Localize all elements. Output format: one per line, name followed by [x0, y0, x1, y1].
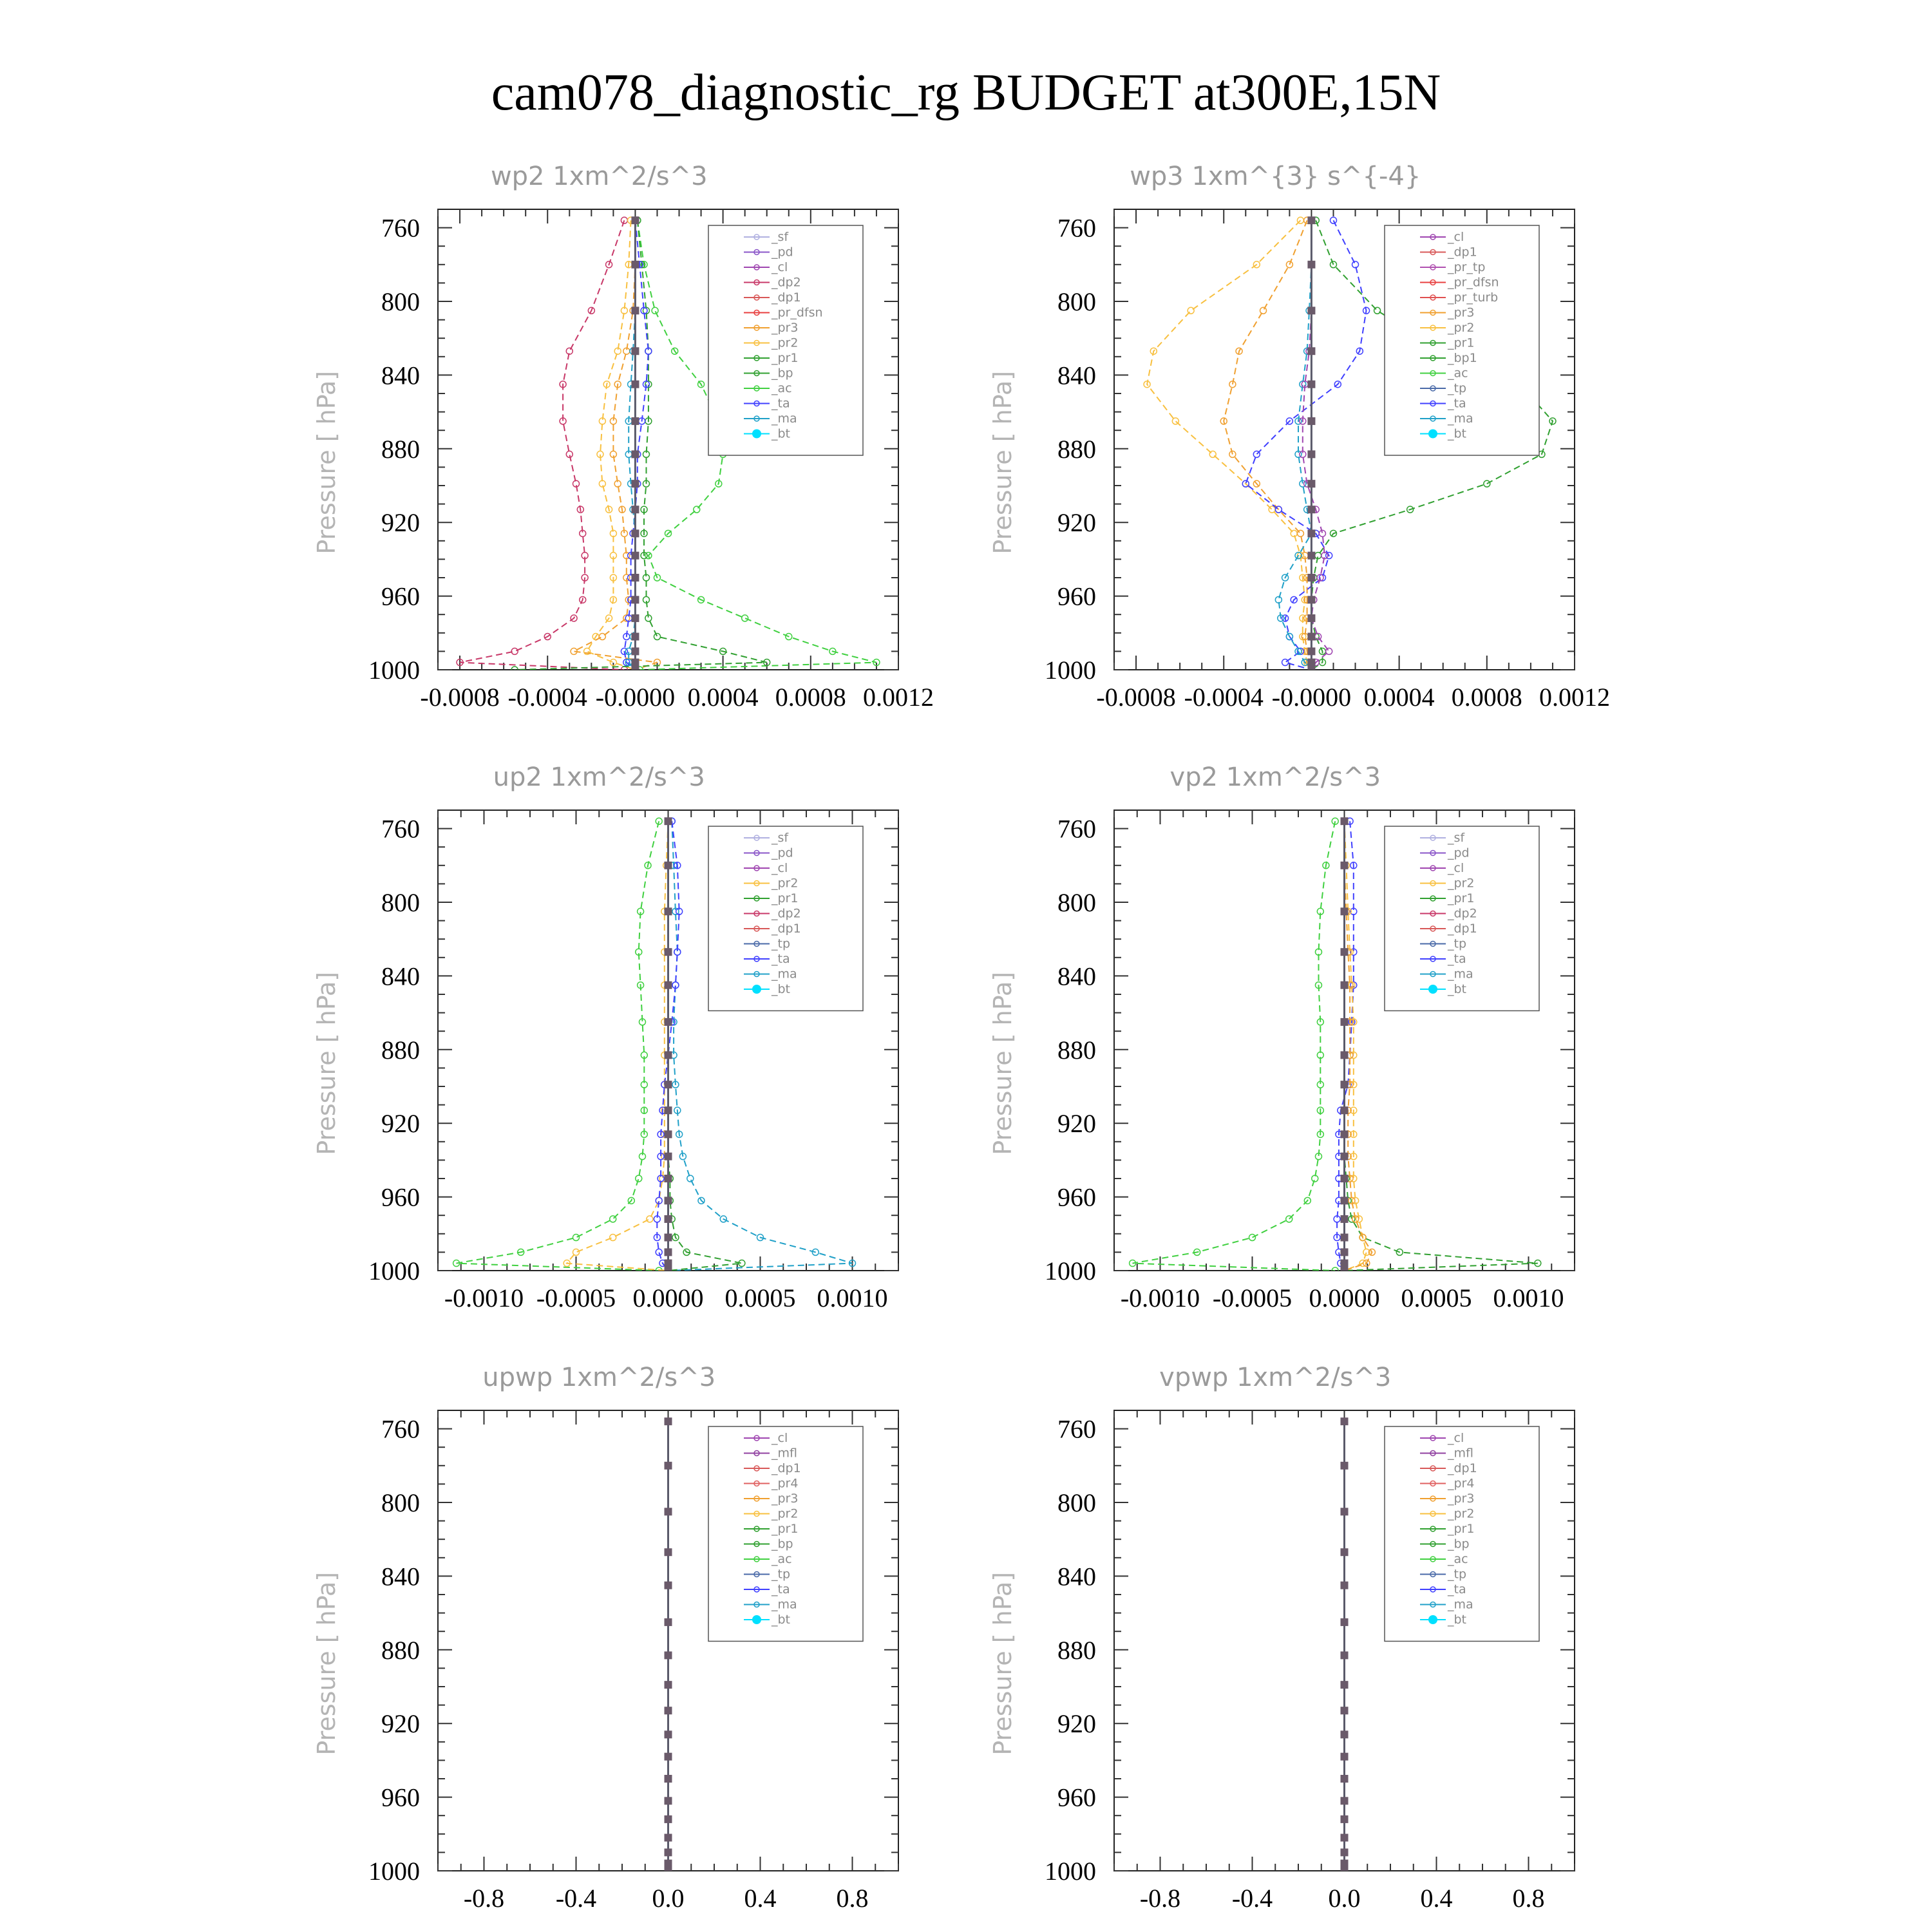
legend-label: _ma — [772, 967, 797, 981]
data-point — [631, 596, 639, 603]
y-tick-label: 840 — [381, 361, 420, 390]
x-tick-label: -0.8 — [1139, 1884, 1181, 1913]
x-tick-label: -0.0004 — [1184, 683, 1264, 712]
legend-label: _pr1 — [772, 351, 799, 365]
y-tick-label: 760 — [1057, 1414, 1096, 1444]
data-point — [1341, 1508, 1349, 1515]
data-point — [1307, 633, 1315, 641]
data-point — [665, 907, 672, 915]
legend-label: _cl — [772, 260, 788, 274]
y-axis-label: Pressure [ hPa] — [989, 971, 1017, 1155]
data-point — [1307, 450, 1315, 458]
y-tick-label: 960 — [1057, 1783, 1096, 1812]
y-tick-label: 800 — [381, 1488, 420, 1517]
y-tick-label: 920 — [1057, 508, 1096, 538]
legend-marker — [752, 1615, 761, 1624]
y-tick-label: 960 — [1057, 1182, 1096, 1212]
legend-label: _bt — [1448, 1613, 1467, 1627]
data-point — [631, 347, 639, 355]
data-point — [665, 1797, 672, 1804]
data-point — [1341, 1848, 1349, 1856]
legend-label: _pr1 — [1448, 336, 1475, 350]
y-tick-label: 880 — [381, 1635, 420, 1665]
data-point — [665, 1130, 672, 1138]
legend-label: _tp — [1448, 1567, 1467, 1582]
data-point — [1341, 1462, 1349, 1470]
data-point — [1307, 659, 1315, 667]
legend-marker — [1428, 1615, 1437, 1624]
panel-title: upwp 1xm^2/s^3 — [482, 1363, 716, 1392]
data-point — [1341, 1775, 1349, 1783]
panel-title: wp2 1xm^2/s^3 — [490, 162, 708, 191]
legend-label: _pr4 — [772, 1476, 799, 1491]
data-point — [1307, 307, 1315, 314]
legend-label: _bp1 — [1448, 351, 1477, 365]
legend-label: _bt — [772, 426, 791, 441]
data-point — [1341, 1153, 1349, 1160]
data-point — [665, 1548, 672, 1556]
data-point — [1307, 216, 1315, 224]
data-point — [631, 480, 639, 488]
y-tick-label: 840 — [381, 1562, 420, 1591]
legend-label: _pr1 — [1448, 891, 1475, 905]
y-tick-label: 760 — [381, 1414, 420, 1444]
legend-label: _pr4 — [1448, 1476, 1475, 1491]
data-point — [1307, 574, 1315, 582]
data-point — [631, 552, 639, 560]
legend-marker — [752, 985, 761, 994]
data-point — [1307, 552, 1315, 560]
data-point — [1341, 1651, 1349, 1659]
data-point — [1341, 1130, 1349, 1138]
data-point — [665, 1153, 672, 1160]
x-tick-label: 0.0008 — [1451, 683, 1522, 712]
legend-label: _sf — [772, 230, 789, 244]
data-point — [665, 1018, 672, 1026]
legend-label: _dp2 — [772, 906, 801, 921]
legend-label: _bt — [1448, 426, 1467, 441]
legend-label: _ta — [1448, 952, 1466, 966]
data-point — [665, 1248, 672, 1256]
x-tick-label: 0.8 — [1512, 1884, 1545, 1913]
y-tick-label: 880 — [1057, 1635, 1096, 1665]
data-point — [1341, 1730, 1349, 1738]
x-tick-label: 0.0000 — [632, 1283, 704, 1312]
y-tick-label: 760 — [1057, 814, 1096, 844]
data-point — [1307, 529, 1315, 537]
data-point — [665, 1175, 672, 1182]
x-tick-label: 0.0000 — [1309, 1283, 1380, 1312]
data-point — [1341, 1197, 1349, 1204]
legend-label: _pr_tp — [1448, 260, 1486, 274]
panel-title: wp3 1xm^{3} s^{-4} — [1130, 162, 1421, 191]
data-point — [631, 574, 639, 582]
legend-label: _dp2 — [1448, 906, 1477, 921]
data-point — [665, 1681, 672, 1689]
legend-label: _pr1 — [772, 1522, 799, 1536]
legend-label: _ta — [1448, 1582, 1466, 1596]
data-point — [665, 1462, 672, 1470]
legend-label: _tp — [772, 1567, 791, 1582]
y-axis-label: Pressure [ hPa] — [312, 370, 341, 554]
y-tick-label: 840 — [1057, 1562, 1096, 1591]
data-point — [1341, 1797, 1349, 1804]
legend-label: _pr2 — [1448, 876, 1475, 891]
y-tick-label: 1000 — [368, 1857, 420, 1886]
legend-label: _ac — [1448, 1552, 1468, 1566]
x-tick-label: 0.0008 — [775, 683, 846, 712]
y-tick-label: 1000 — [1045, 1857, 1096, 1886]
y-tick-label: 920 — [1057, 1709, 1096, 1739]
data-point — [1341, 862, 1349, 869]
x-tick-label: -0.0010 — [1120, 1283, 1200, 1312]
x-tick-label: -0.0000 — [595, 683, 676, 712]
x-tick-label: 0.0004 — [687, 683, 759, 712]
legend-label: _sf — [1448, 831, 1465, 845]
data-point — [1307, 417, 1315, 425]
data-point — [665, 1860, 672, 1868]
y-tick-label: 880 — [1057, 1035, 1096, 1065]
legend-label: _dp2 — [772, 275, 801, 290]
legend-label: _ta — [1448, 396, 1466, 411]
data-point — [665, 1417, 672, 1425]
y-axis-label: Pressure [ hPa] — [989, 370, 1017, 554]
data-point — [1341, 907, 1349, 915]
data-point — [631, 647, 639, 655]
legend-label: _ac — [1448, 366, 1468, 381]
legend-label: _ma — [1448, 967, 1473, 981]
data-point — [665, 1051, 672, 1059]
data-point — [665, 948, 672, 956]
y-tick-label: 920 — [381, 1109, 420, 1139]
y-tick-label: 920 — [1057, 1109, 1096, 1139]
data-point — [1341, 1175, 1349, 1182]
y-tick-label: 960 — [381, 1783, 420, 1812]
x-tick-label: 0.0 — [1328, 1884, 1361, 1913]
data-point — [665, 1730, 672, 1738]
data-point — [1341, 1707, 1349, 1714]
legend-label: _cl — [772, 1431, 788, 1445]
data-point — [1341, 1582, 1349, 1589]
legend-label: _cl — [772, 861, 788, 875]
legend-label: _bp — [772, 366, 793, 381]
legend-label: _dp1 — [772, 1461, 801, 1475]
data-point — [1341, 1018, 1349, 1026]
data-point — [631, 633, 639, 641]
data-point — [1341, 817, 1349, 825]
legend-label: _dp1 — [1448, 922, 1477, 936]
legend-label: _pr3 — [1448, 305, 1475, 320]
data-point — [1341, 1106, 1349, 1114]
y-tick-label: 760 — [381, 213, 420, 243]
y-tick-label: 1000 — [1045, 1256, 1096, 1285]
legend-label: _mfl — [772, 1446, 797, 1461]
y-tick-label: 1000 — [368, 656, 420, 685]
x-tick-label: -0.8 — [463, 1884, 505, 1913]
y-tick-label: 800 — [1057, 888, 1096, 917]
legend-label: _cl — [1448, 861, 1464, 875]
data-point — [1341, 948, 1349, 956]
x-tick-label: 0.0004 — [1363, 683, 1435, 712]
data-point — [665, 862, 672, 869]
legend-label: _pr1 — [772, 891, 799, 905]
data-point — [1341, 1248, 1349, 1256]
legend-label: _ta — [772, 1582, 790, 1596]
x-tick-label: 0.0010 — [1493, 1283, 1564, 1312]
x-tick-label: -0.0008 — [420, 683, 500, 712]
legend-label: _sf — [772, 831, 789, 845]
data-point — [1307, 614, 1315, 622]
legend-label: _pr3 — [1448, 1492, 1475, 1506]
y-tick-label: 800 — [1057, 1488, 1096, 1517]
data-point — [665, 1260, 672, 1267]
legend-label: _pr2 — [1448, 321, 1475, 335]
legend-label: _pr_dfsn — [772, 305, 823, 320]
data-point — [1307, 506, 1315, 513]
x-tick-label: 0.0005 — [724, 1283, 796, 1312]
legend-label: _ma — [772, 412, 797, 426]
y-axis-label: Pressure [ hPa] — [312, 1571, 341, 1756]
legend-label: _bp — [1448, 1537, 1470, 1551]
legend-label: _dp1 — [772, 922, 801, 936]
x-tick-label: 0.0012 — [1539, 683, 1610, 712]
legend-label: _pr2 — [1448, 1506, 1475, 1521]
legend-label: _pd — [772, 245, 793, 260]
data-point — [1307, 647, 1315, 655]
legend-label: _bt — [1448, 982, 1467, 996]
data-point — [1341, 1234, 1349, 1242]
y-tick-label: 800 — [381, 287, 420, 316]
data-point — [1341, 1815, 1349, 1823]
y-tick-label: 840 — [1057, 361, 1096, 390]
panel-title: vp2 1xm^2/s^3 — [1170, 762, 1381, 792]
x-tick-label: 0.4 — [1420, 1884, 1453, 1913]
data-point — [631, 614, 639, 622]
x-tick-label: 0.4 — [744, 1884, 777, 1913]
data-point — [1307, 261, 1315, 269]
y-tick-label: 800 — [381, 888, 420, 917]
legend-label: _dp1 — [772, 290, 801, 305]
data-point — [631, 261, 639, 269]
data-point — [1341, 1051, 1349, 1059]
panel-title: up2 1xm^2/s^3 — [493, 762, 705, 792]
legend-label: _cl — [1448, 1431, 1464, 1445]
x-tick-label: 0.8 — [836, 1884, 869, 1913]
legend-label: _ma — [1448, 1597, 1473, 1612]
data-point — [665, 1753, 672, 1761]
data-point — [1307, 347, 1315, 355]
legend-label: _tp — [772, 936, 791, 951]
data-point — [631, 307, 639, 314]
legend-label: _pr1 — [1448, 1522, 1475, 1536]
legend-label: _pd — [1448, 846, 1470, 860]
legend-label: _pr2 — [772, 876, 799, 891]
x-tick-label: 0.0 — [652, 1884, 685, 1913]
data-point — [665, 1815, 672, 1823]
data-point — [665, 1775, 672, 1783]
data-point — [1341, 1860, 1349, 1868]
legend-label: _ta — [772, 396, 790, 411]
data-point — [665, 981, 672, 989]
legend-label: _pr_turb — [1448, 290, 1499, 305]
data-point — [631, 506, 639, 513]
legend-label: _pr_dfsn — [1448, 275, 1499, 290]
data-point — [631, 216, 639, 224]
x-tick-label: -0.0008 — [1096, 683, 1176, 712]
y-tick-label: 880 — [1057, 434, 1096, 464]
x-tick-label: -0.0010 — [444, 1283, 524, 1312]
legend-marker — [1428, 985, 1437, 994]
x-tick-label: 0.0012 — [863, 683, 934, 712]
data-point — [665, 1106, 672, 1114]
data-point — [1341, 1081, 1349, 1088]
data-point — [665, 1508, 672, 1515]
data-point — [1341, 1417, 1349, 1425]
panel-title: vpwp 1xm^2/s^3 — [1159, 1363, 1392, 1392]
legend-label: _dp1 — [1448, 1461, 1477, 1475]
x-tick-label: -0.4 — [1231, 1884, 1273, 1913]
legend-label: _ma — [772, 1597, 797, 1612]
y-axis-label: Pressure [ hPa] — [312, 971, 341, 1155]
legend-label: _bp — [772, 1537, 793, 1551]
data-point — [631, 529, 639, 537]
y-tick-label: 1000 — [1045, 656, 1096, 685]
x-tick-label: -0.0005 — [536, 1283, 616, 1312]
data-point — [1341, 1548, 1349, 1556]
legend-label: _bt — [772, 982, 791, 996]
y-tick-label: 840 — [1057, 961, 1096, 991]
legend-label: _bt — [772, 1613, 791, 1627]
y-tick-label: 880 — [381, 434, 420, 464]
data-point — [665, 1081, 672, 1088]
legend-label: _ta — [772, 952, 790, 966]
data-point — [1307, 480, 1315, 488]
x-tick-label: -0.4 — [555, 1884, 597, 1913]
legend-label: _mfl — [1448, 1446, 1473, 1461]
x-tick-label: 0.0010 — [817, 1283, 888, 1312]
legend-label: _pr2 — [772, 1506, 799, 1521]
x-tick-label: 0.0005 — [1401, 1283, 1472, 1312]
y-tick-label: 760 — [1057, 213, 1096, 243]
legend-label: _dp1 — [1448, 245, 1477, 260]
y-tick-label: 760 — [381, 814, 420, 844]
data-point — [665, 1234, 672, 1242]
data-point — [631, 381, 639, 388]
y-tick-label: 1000 — [368, 1256, 420, 1285]
y-tick-label: 920 — [381, 1709, 420, 1739]
data-point — [1307, 381, 1315, 388]
y-axis-label: Pressure [ hPa] — [989, 1571, 1017, 1756]
data-point — [631, 417, 639, 425]
legend-label: _pr3 — [772, 321, 799, 335]
data-point — [665, 1582, 672, 1589]
data-point — [1341, 1260, 1349, 1267]
figure-title: cam078_diagnostic_rg BUDGET at300E,15N — [491, 64, 1441, 121]
data-point — [631, 659, 639, 667]
legend-label: _tp — [1448, 381, 1467, 395]
data-point — [665, 817, 672, 825]
legend-label: _ac — [772, 1552, 792, 1566]
data-point — [1341, 1753, 1349, 1761]
y-tick-label: 960 — [381, 582, 420, 611]
data-point — [1341, 1618, 1349, 1626]
data-point — [1341, 1215, 1349, 1223]
data-point — [631, 450, 639, 458]
data-point — [665, 1618, 672, 1626]
legend-label: _cl — [1448, 230, 1464, 244]
x-tick-label: -0.0005 — [1212, 1283, 1293, 1312]
data-point — [1341, 1834, 1349, 1842]
y-tick-label: 800 — [1057, 287, 1096, 316]
y-tick-label: 960 — [1057, 582, 1096, 611]
data-point — [1307, 596, 1315, 603]
data-point — [665, 1707, 672, 1714]
x-tick-label: -0.0000 — [1271, 683, 1352, 712]
y-tick-label: 920 — [381, 508, 420, 538]
legend-label: _ma — [1448, 412, 1473, 426]
y-tick-label: 840 — [381, 961, 420, 991]
data-point — [1341, 1681, 1349, 1689]
data-point — [665, 1215, 672, 1223]
data-point — [1341, 981, 1349, 989]
legend-label: _ac — [772, 381, 792, 395]
y-tick-label: 960 — [381, 1182, 420, 1212]
legend-label: _pd — [772, 846, 793, 860]
x-tick-label: -0.0004 — [507, 683, 587, 712]
legend-marker — [1428, 430, 1437, 439]
legend-label: _tp — [1448, 936, 1467, 951]
legend-label: _pr3 — [772, 1492, 799, 1506]
y-tick-label: 880 — [381, 1035, 420, 1065]
data-point — [665, 1651, 672, 1659]
legend-marker — [752, 430, 761, 439]
legend-label: _pr2 — [772, 336, 799, 350]
data-point — [665, 1834, 672, 1842]
data-point — [665, 1197, 672, 1204]
data-point — [665, 1848, 672, 1856]
